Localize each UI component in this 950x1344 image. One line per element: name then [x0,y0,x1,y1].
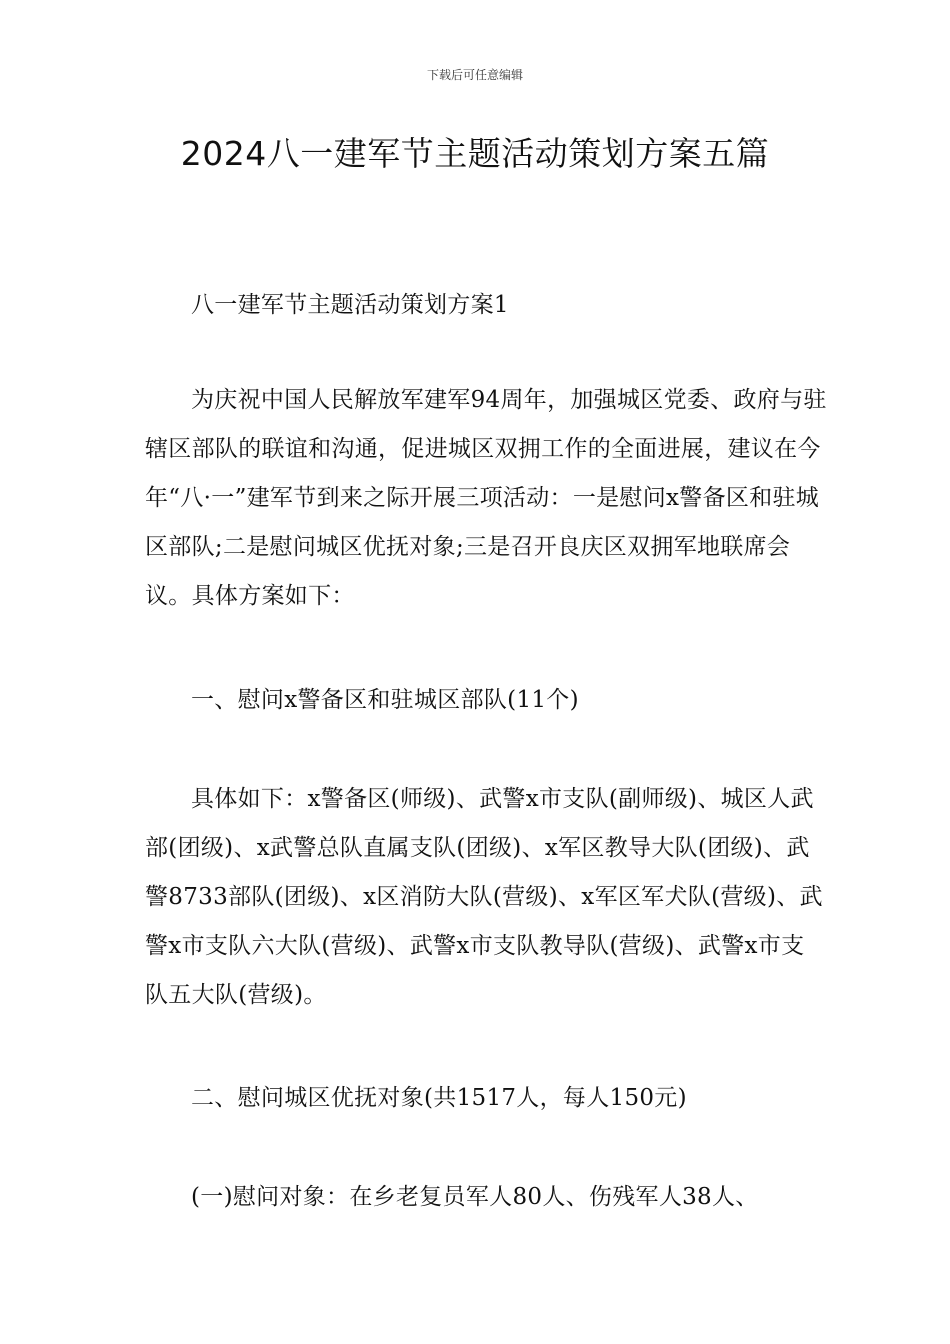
document-title: 2024八一建军节主题活动策划方案五篇 [180,134,770,173]
plan-subtitle: 八一建军节主题活动策划方案1 [191,292,509,318]
download-note: 下载后可任意编辑 [426,68,523,82]
section1-heading: 一、慰问x警备区和驻城区部队(11个) [191,687,579,713]
section2-heading: 二、慰问城区优抚对象(共1517人，每人150元) [191,1085,687,1111]
section2-subitem-1: (一)慰问对象：在乡老复员军人80人、伤残军人38人、 [191,1184,759,1210]
intro-paragraph: 为庆祝中国人民解放军建军94周年，加强城区党委、政府与驻辖区部队的联谊和沟通，促进城区双拥工作的全面进展，建议在今年“八·一”建军节到来之际开展三项活动：一是慰问x警备区和驻城区部队;二是慰问城区优抚对象;三是召开良庆区双拥军地联席会议。具体方案如下： [145,387,827,609]
section1-unit-list: 具体如下：x警备区(师级)、武警x市支队(副师级)、城区人武部(团级)、x武警总队直属支队(团级)、x军区教导大队(团级)、武警8733部队(团级)、x区消防大队(营级)、x军区军犬队(营级)、武警x市支队六大队(营级)、武警x市支队教导队(营级)、武警x市支队五大队(营级)。 [145,786,823,1008]
